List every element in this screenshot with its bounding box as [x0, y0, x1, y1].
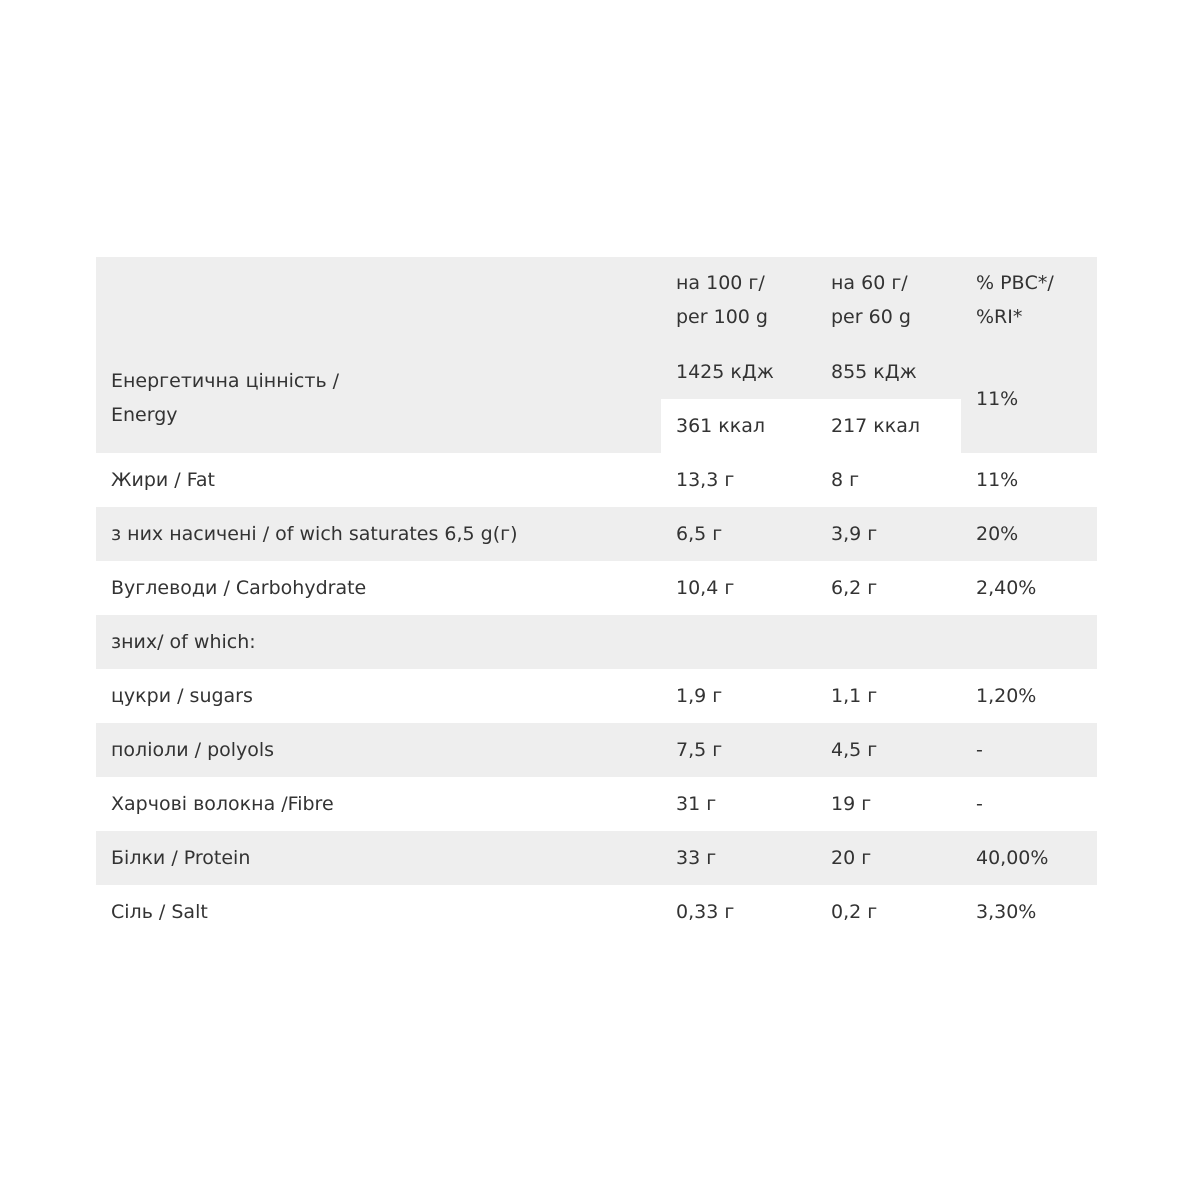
nutrient-per100: 33 г — [676, 847, 717, 869]
nutrient-per60: 19 г — [831, 793, 872, 815]
table-row — [96, 615, 1097, 669]
nutrient-per60: 20 г — [831, 847, 872, 869]
energy-name-line1: Енергетична цінність / — [111, 370, 340, 392]
nutrient-per60: 1,1 г — [831, 685, 878, 707]
table-row — [96, 723, 1097, 777]
table-row — [96, 561, 1097, 615]
nutrient-ri: 40,00% — [976, 847, 1049, 869]
header-per100-line2: per 100 g — [676, 306, 768, 328]
nutrient-name: з них насичені / of wich saturates 6,5 g(г) — [111, 523, 518, 545]
nutrient-name: Жири / Fat — [111, 469, 215, 491]
table-row — [96, 669, 1097, 723]
nutrient-ri: 2,40% — [976, 577, 1037, 599]
nutrient-ri: - — [976, 739, 983, 761]
nutrient-ri: 1,20% — [976, 685, 1037, 707]
table-row — [96, 507, 1097, 561]
header-per60-line2: per 60 g — [831, 306, 911, 328]
nutrient-per100: 13,3 г — [676, 469, 735, 491]
energy-kcal-per100: 361 ккал — [676, 415, 766, 437]
energy-ri: 11% — [976, 388, 1019, 410]
nutrient-per60: 4,5 г — [831, 739, 878, 761]
nutrient-ri: 11% — [976, 469, 1019, 491]
energy-kcal-per60: 217 ккал — [831, 415, 921, 437]
table-row — [96, 777, 1097, 831]
nutrient-per100: 6,5 г — [676, 523, 723, 545]
nutrient-ri: 3,30% — [976, 901, 1037, 923]
header-per100-line1: на 100 г/ — [676, 272, 765, 294]
nutrient-per60: 0,2 г — [831, 901, 878, 923]
nutrient-name: Харчові волокна /Fibre — [111, 793, 334, 815]
nutrient-per100: 10,4 г — [676, 577, 735, 599]
table-header-row — [96, 257, 1097, 345]
header-per60-line1: на 60 г/ — [831, 272, 908, 294]
header-ri-line1: % РВС*/ — [976, 272, 1054, 294]
nutrient-name: Вуглеводи / Carbohydrate — [111, 577, 367, 599]
nutrient-per100: 31 г — [676, 793, 717, 815]
nutrient-ri: 20% — [976, 523, 1019, 545]
nutrient-name: зних/ of which: — [111, 631, 256, 653]
nutrient-ri: - — [976, 793, 983, 815]
nutrient-name: Сіль / Salt — [111, 901, 208, 923]
nutrient-name: Білки / Protein — [111, 847, 251, 869]
table-row — [96, 831, 1097, 885]
nutrient-name: поліоли / polyols — [111, 739, 275, 761]
nutrient-per60: 3,9 г — [831, 523, 878, 545]
energy-kj-per100: 1425 кДж — [676, 361, 774, 383]
energy-row — [96, 345, 1097, 453]
nutrient-per100: 1,9 г — [676, 685, 723, 707]
nutrient-per60: 6,2 г — [831, 577, 878, 599]
energy-name-line2: Energy — [111, 404, 178, 426]
nutrient-per100: 0,33 г — [676, 901, 735, 923]
nutrient-per100: 7,5 г — [676, 739, 723, 761]
energy-kj-per60: 855 кДж — [831, 361, 917, 383]
nutrition-table — [96, 257, 1097, 939]
header-ri-line2: %RI* — [976, 306, 1023, 328]
nutrient-per60: 8 г — [831, 469, 860, 491]
table-row — [96, 885, 1097, 939]
table-row — [96, 453, 1097, 507]
nutrient-name: цукри / sugars — [111, 685, 253, 707]
